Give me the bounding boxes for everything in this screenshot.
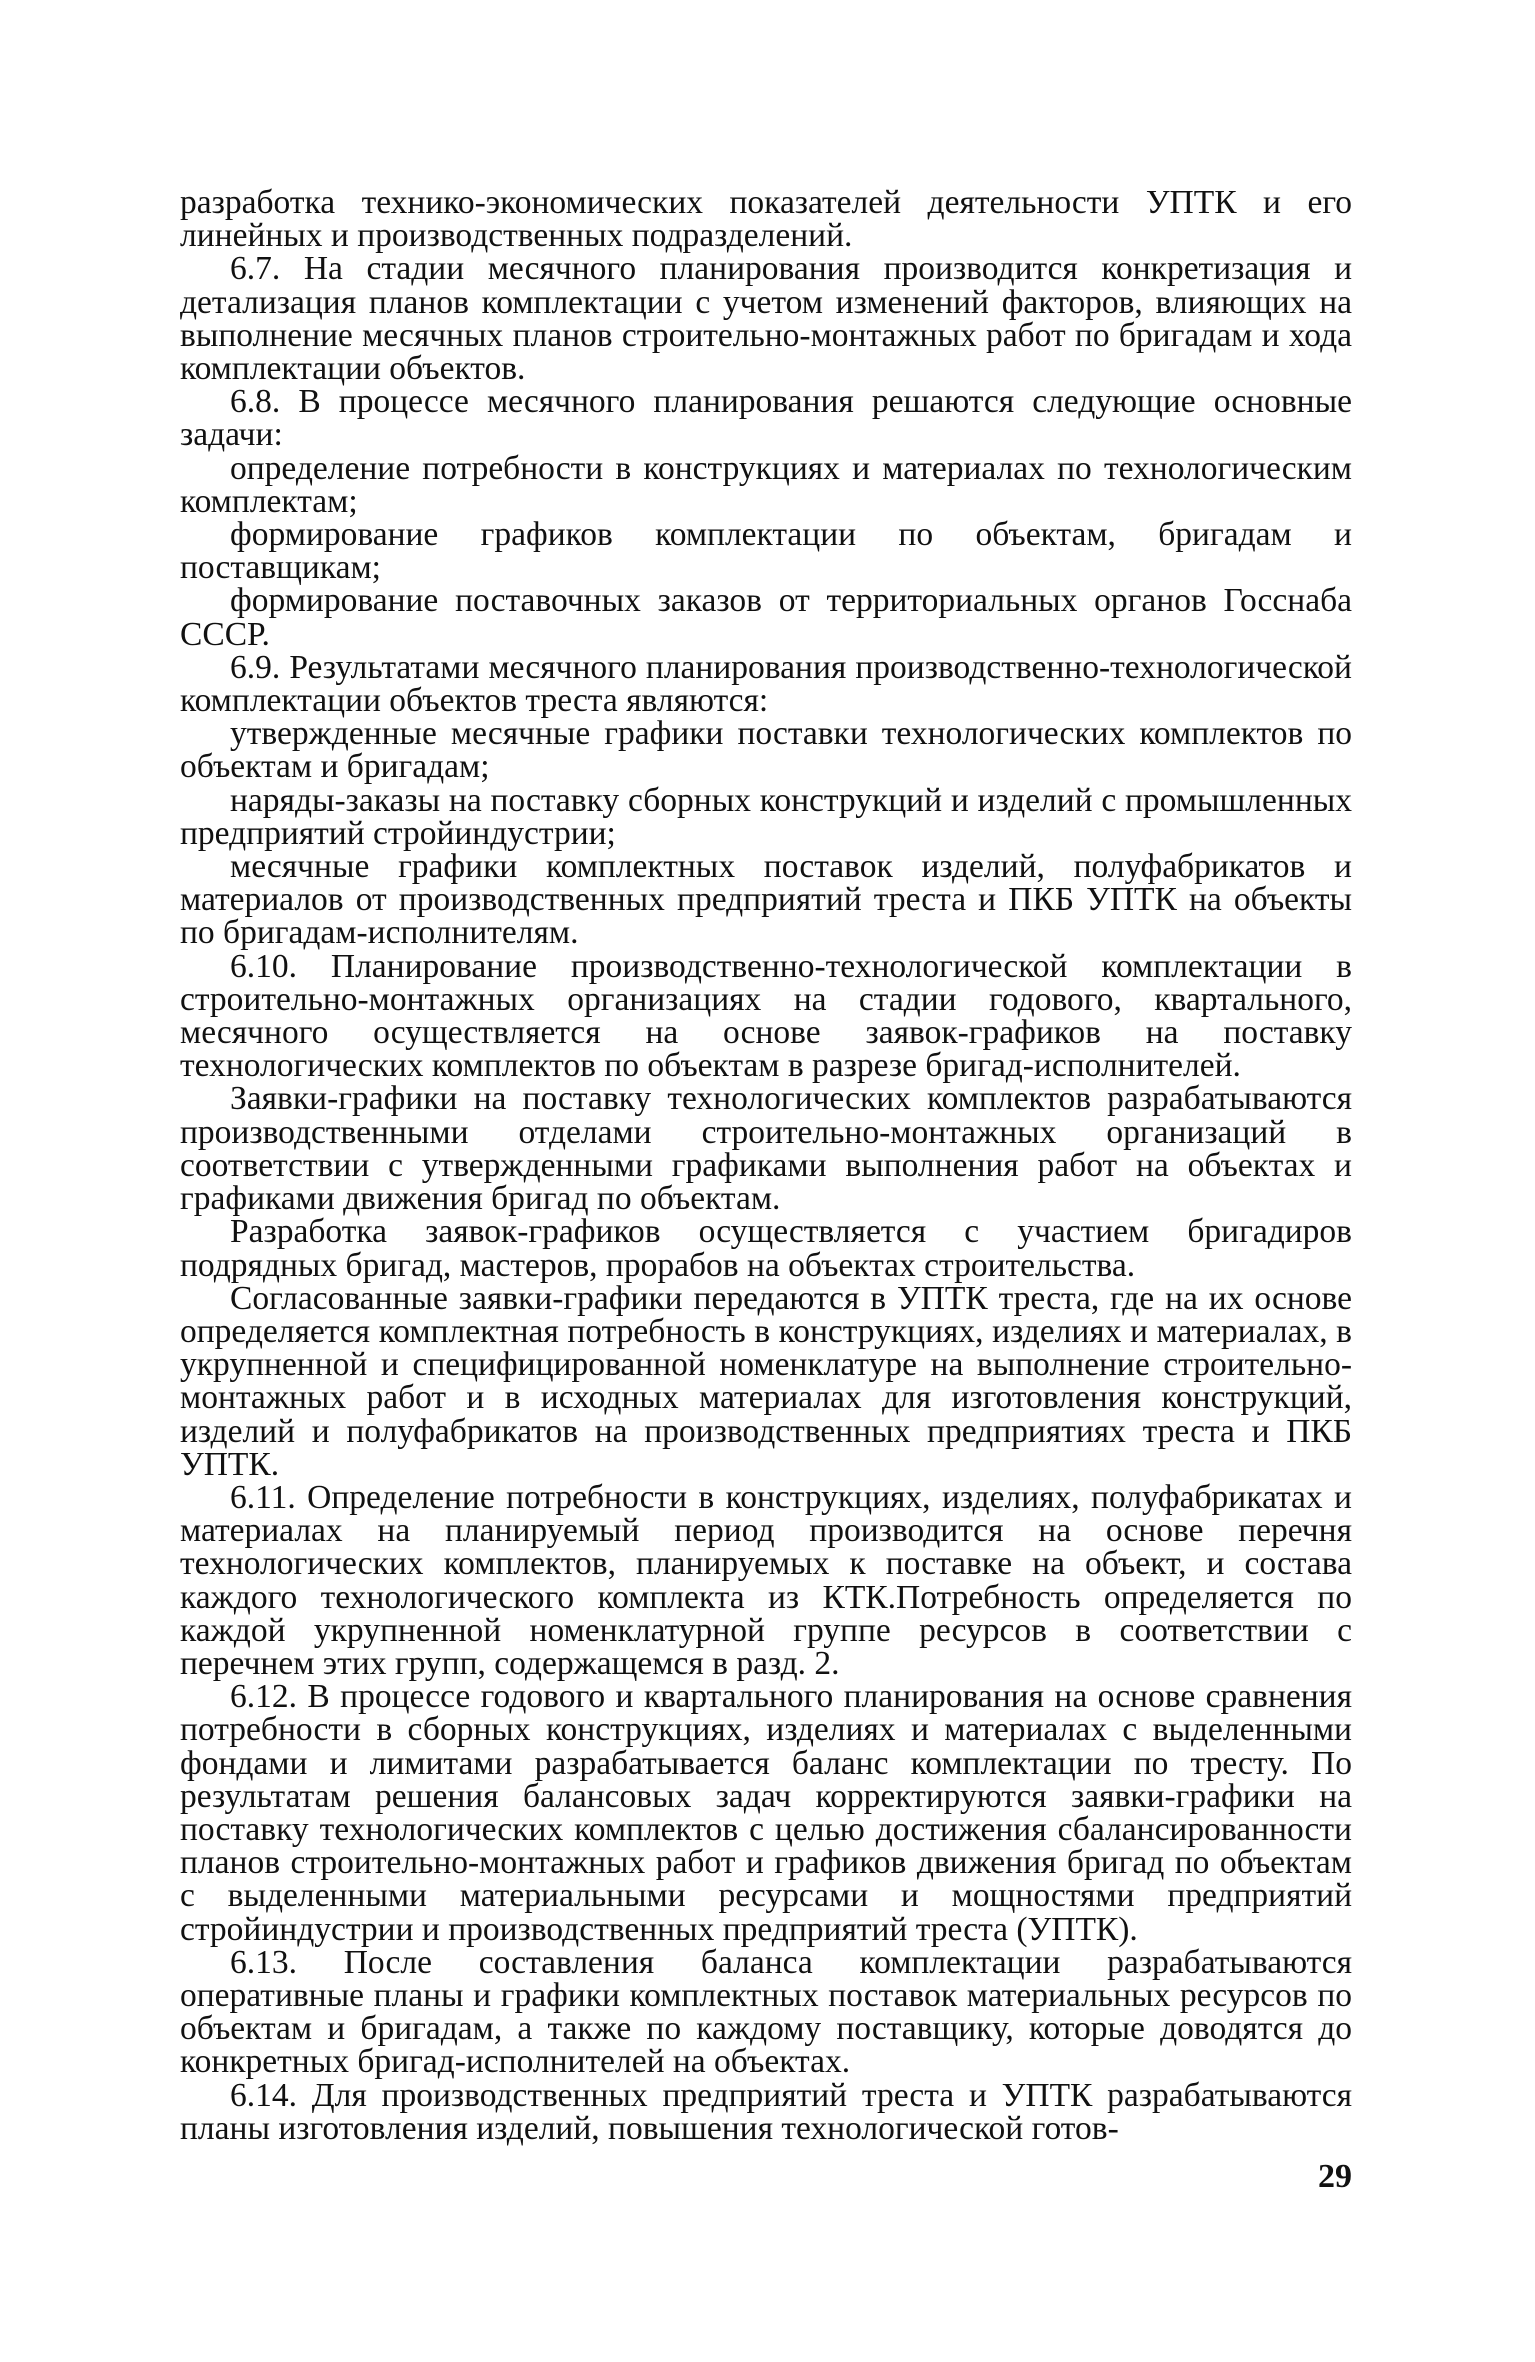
paragraph-6-10: 6.10. Планирование производственно-технологической комплектации в строительно-монтажных организациях на стадии годового, квартального, месячного осуществляется на основе заявок-графиков на поставку технологических комплектов по объектам в разрезе бригад-исполнителей.	[180, 947, 1352, 1085]
paragraph-requests: Заявки-графики на поставку технологических комплектов разрабатываются производственными отделами строительно-монтажных организаций в соответствии с утвержденными графиками выполнения работ на объектах и графиками движения бригад по объектам.	[180, 1080, 1352, 1218]
paragraph-6-9: 6.9. Результатами месячного планирования производственно-технологической комплектации объектов треста являются:	[180, 648, 1352, 720]
paragraph-6-7: 6.7. На стадии месячного планирования производится конкретизация и детализация планов комплектации с учетом изменений факторов, влияющих на выполнение месячных планов строительно-монтажных работ по бригадам и хода комплектации объектов.	[180, 250, 1352, 388]
paragraph-development: Разработка заявок-графиков осуществляется с участием бригадиров подрядных бригад, мастеров, прорабов на объектах строительства.	[180, 1213, 1352, 1284]
paragraph-continuation: разработка технико-экономических показателей деятельности УПТК и его линейных и производственных подразделений.	[180, 184, 1352, 255]
list-item-work-orders: наряды-заказы на поставку сборных конструкций и изделий с промышленных предприятий стройиндустрии;	[180, 781, 1352, 852]
list-item-schedules: формирование графиков комплектации по объектам, бригадам и поставщикам;	[180, 516, 1352, 587]
list-item-orders: формирование поставочных заказов от территориальных органов Госснаба СССР.	[180, 582, 1352, 653]
paragraph-6-12: 6.12. В процессе годового и квартального планирования на основе сравнения потребности в сборных конструкциях, изделиях и материалах с выделенными фондами и лимитами разрабатывается баланс комплектации по тресту. По результатам решения балансовых задач корректируются заявки-графики на поставку технологических комплектов с целью достижения сбалансированности планов строительно-монтажных работ и графиков движения бригад по объектам с выделенными материальными ресурсами и мощностями предприятий стройиндустрии и производственных предприятий треста (УПТК).	[180, 1678, 1352, 1948]
list-item-monthly-schedules: месячные графики комплектных поставок изделий, полуфабрикатов и материалов от производственных предприятий треста и ПКБ УПТК на объекты по бригадам-исполнителям.	[180, 848, 1352, 952]
paragraph-6-11: 6.11. Определение потребности в конструкциях, изделиях, полуфабрикатах и материалах на планируемый период производится на основе перечня технологических комплектов, планируемых к поставке на объект, и состава каждого технологического комплекта из КТК.Потребность определяется по каждой укрупненной номенклатурной группе ресурсов в соответствии с перечнем этих групп, содержащемся в разд. 2.	[180, 1478, 1352, 1682]
body-text	[180, 186, 1352, 2145]
paragraph-agreed: Согласованные заявки-графики передаются в УПТК треста, где на их основе определяется комплектная потребность в конструкциях, изделиях и материалах, в укрупненной и специфицированной номенклатуре на выполнение строительно-монтажных работ и в исходных материалах для изготовления конструкций, изделий и полуфабрикатов на производственных предприятиях треста и ПКБ УПТК.	[180, 1279, 1352, 1483]
list-item-needs: определение потребности в конструкциях и материалах по технологическим комплектам;	[180, 449, 1352, 520]
paragraph-6-14: 6.14. Для производственных предприятий треста и УПТК разрабатываются планы изготовления изделий, повышения технологической готов-	[180, 2076, 1352, 2147]
page-number: 29	[1318, 2158, 1352, 2195]
paragraph-6-8: 6.8. В процессе месячного планирования решаются следующие основные задачи:	[180, 383, 1352, 454]
list-item-approved-schedules: утвержденные месячные графики поставки технологических комплектов по объектам и бригадам;	[180, 715, 1352, 786]
paragraph-6-13: 6.13. После составления баланса комплектации разрабатываются оперативные планы и графики комплектных поставок материальных ресурсов по объектам и бригадам, а также по каждому поставщику, которые доводятся до конкретных бригад-исполнителей на объектах.	[180, 1943, 1352, 2081]
